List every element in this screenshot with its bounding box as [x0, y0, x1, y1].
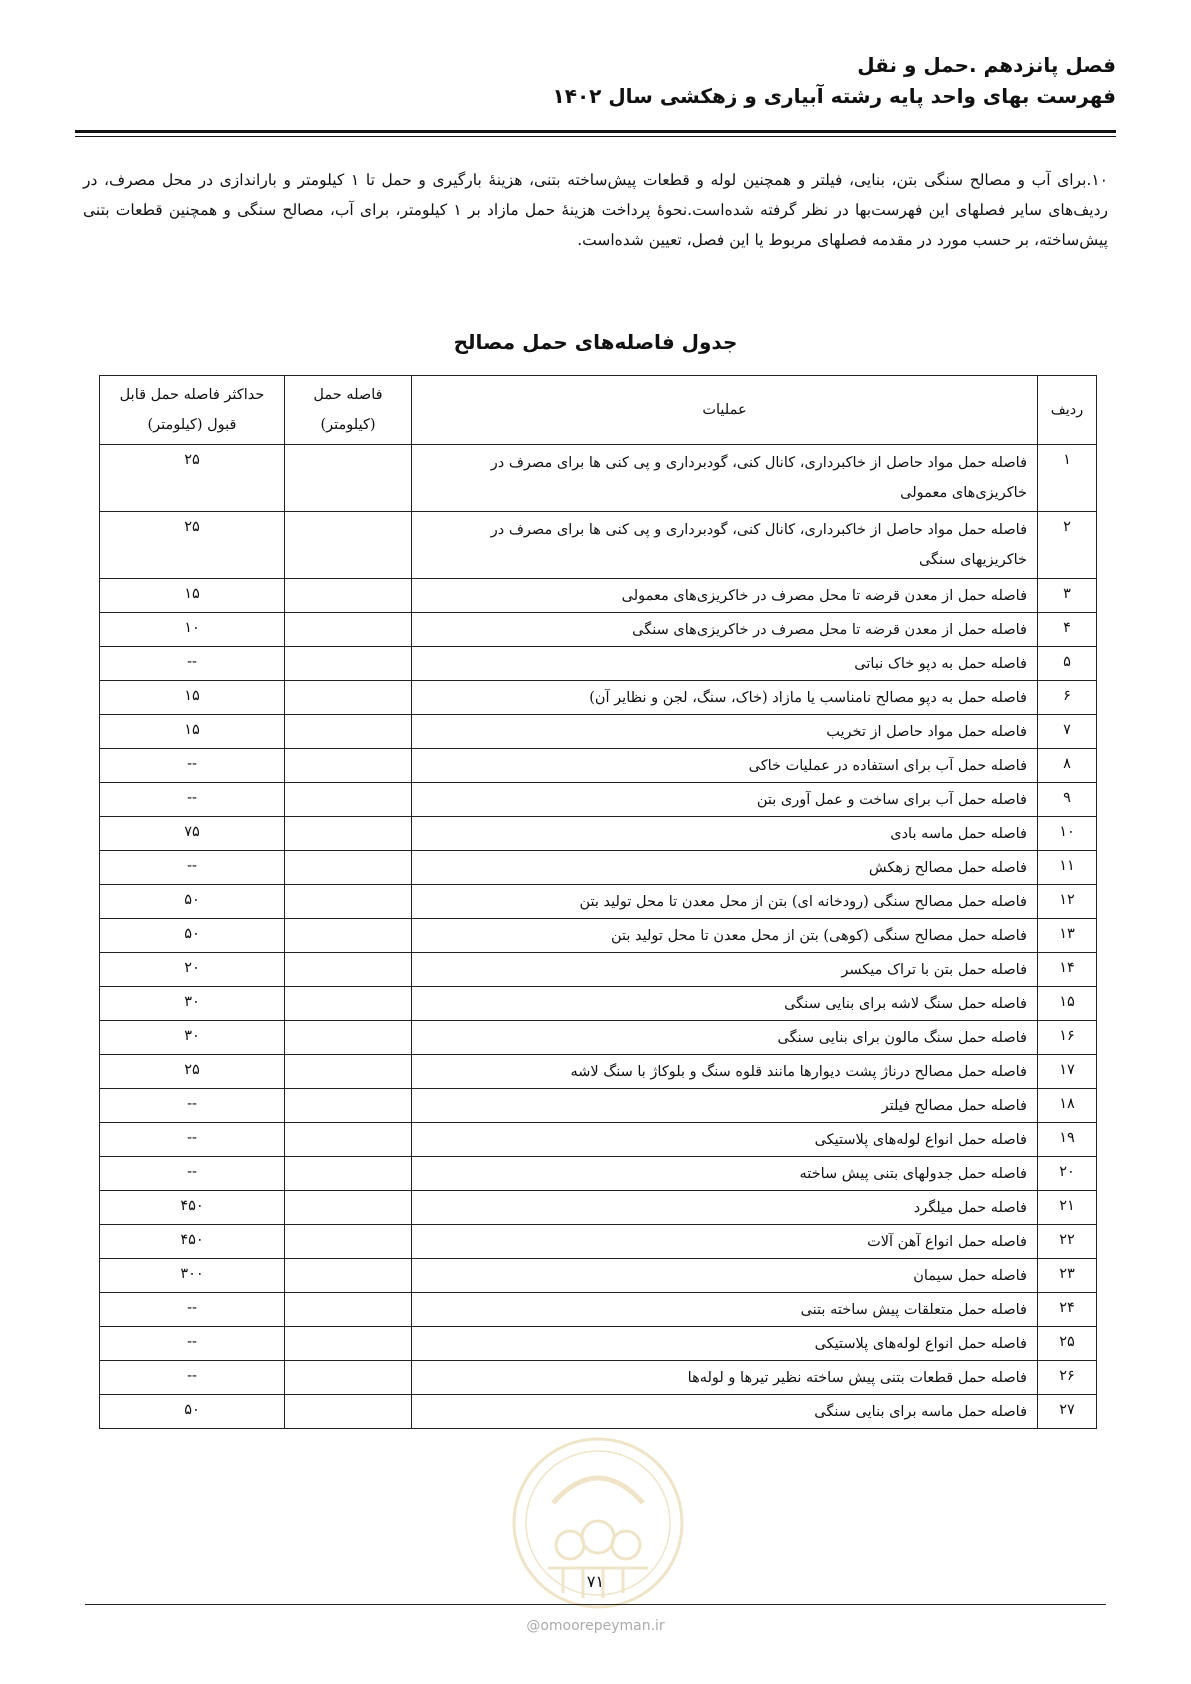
distance-cell	[285, 1157, 412, 1191]
table-row	[100, 647, 1097, 681]
distance-cell	[285, 1021, 412, 1055]
table-row	[100, 1361, 1097, 1395]
max-distance-cell: ۱۵	[100, 681, 285, 715]
distance-cell	[285, 445, 412, 512]
table-row	[100, 1225, 1097, 1259]
table-row	[100, 445, 1097, 512]
row-number-cell: ۲۳	[1038, 1259, 1097, 1293]
operation-cell: فاصله حمل سیمان	[412, 1259, 1038, 1293]
distance-cell	[285, 919, 412, 953]
distance-cell	[285, 749, 412, 783]
distance-cell	[285, 613, 412, 647]
operation-cell: فاصله حمل مصالح درناژ پشت دیوارها مانند قلوه سنگ و بلوکاژ با سنگ لاشه	[412, 1055, 1038, 1089]
operation-cell: فاصله حمل انواع لوله‌های پلاستیکی	[412, 1123, 1038, 1157]
chapter-title: فصل پانزدهم .حمل و نقل	[857, 53, 1116, 77]
max-distance-cell: ۱۵	[100, 715, 285, 749]
max-distance-cell: --	[100, 1157, 285, 1191]
table-header-row	[100, 376, 1097, 445]
distance-cell	[285, 1259, 412, 1293]
row-number-cell: ۲۵	[1038, 1327, 1097, 1361]
note-paragraph: ۱۰.برای آب و مصالح سنگی بتن، بنایی، فیلتر و همچنین لوله و قطعات پیش‌ساخته بتنی، هزینۀ بارگیری و حمل تا ۱ کیلومتر و باراندازی در محل مصرف، در ردیف‌های سایر فصلهای این فهرست‌بها در نظر گرفته شده‌است.نحوۀ پرداخت هزینۀ حمل مازاد بر ۱ کیلومتر، برای آب، مصالح سنگی و همچنین قطعات بتنی پیش‌ساخته، بر حسب مورد در مقدمه فصلهای مربوط یا این فصل، تعیین شده‌است.	[83, 171, 1109, 249]
row-number-cell: ۹	[1038, 783, 1097, 817]
operation-cell: فاصله حمل مواد حاصل از خاکبرداری، کانال کنی، گودبرداری و پی کنی ها برای مصرف در خاکریزی‌های معمولی	[412, 445, 1038, 512]
row-number-cell: ۱	[1038, 445, 1097, 512]
max-distance-cell: ۲۵	[100, 445, 285, 512]
header-operation: عملیات	[412, 376, 1038, 445]
row-number-cell: ۱۵	[1038, 987, 1097, 1021]
header-max-distance: حداکثر فاصله حمل قابل قبول (کیلومتر)	[100, 376, 285, 445]
table-row	[100, 953, 1097, 987]
table-row	[100, 919, 1097, 953]
table-row	[100, 715, 1097, 749]
operation-cell: فاصله حمل آب برای ساخت و عمل آوری بتن	[412, 783, 1038, 817]
row-number-cell: ۴	[1038, 613, 1097, 647]
row-number-cell: ۶	[1038, 681, 1097, 715]
max-distance-cell: ۲۰	[100, 953, 285, 987]
max-distance-cell: --	[100, 749, 285, 783]
table-row	[100, 1021, 1097, 1055]
table-row	[100, 512, 1097, 579]
operation-cell: فاصله حمل انواع آهن آلات	[412, 1225, 1038, 1259]
distance-cell	[285, 1293, 412, 1327]
max-distance-cell: ۳۰	[100, 1021, 285, 1055]
distance-cell	[285, 851, 412, 885]
distance-cell	[285, 1123, 412, 1157]
distance-cell	[285, 783, 412, 817]
row-number-cell: ۲۰	[1038, 1157, 1097, 1191]
distance-cell	[285, 715, 412, 749]
table-row	[100, 749, 1097, 783]
operation-cell: فاصله حمل قطعات بتنی پیش ساخته نظیر تیرها و لوله‌ها	[412, 1361, 1038, 1395]
table-row	[100, 885, 1097, 919]
table-row	[100, 1157, 1097, 1191]
distance-cell	[285, 987, 412, 1021]
table-row	[100, 613, 1097, 647]
max-distance-cell: ۴۵۰	[100, 1225, 285, 1259]
table-row	[100, 1123, 1097, 1157]
haul-distance-table	[99, 375, 1097, 1429]
distance-cell	[285, 885, 412, 919]
row-number-cell: ۸	[1038, 749, 1097, 783]
distance-cell	[285, 1089, 412, 1123]
row-number-cell: ۱۲	[1038, 885, 1097, 919]
row-number-cell: ۲۱	[1038, 1191, 1097, 1225]
operation-cell: فاصله حمل مواد حاصل از تخریب	[412, 715, 1038, 749]
header-rule-thin	[75, 136, 1116, 137]
table-row	[100, 1055, 1097, 1089]
row-number-cell: ۱۸	[1038, 1089, 1097, 1123]
operation-cell: فاصله حمل میلگرد	[412, 1191, 1038, 1225]
distance-cell	[285, 1361, 412, 1395]
operation-cell: فاصله حمل مواد حاصل از خاکبرداری، کانال کنی، گودبرداری و پی کنی ها برای مصرف در خاکریزیهای سنگی	[412, 512, 1038, 579]
max-distance-cell: ۵۰	[100, 885, 285, 919]
row-number-cell: ۷	[1038, 715, 1097, 749]
distance-cell	[285, 579, 412, 613]
operation-cell: فاصله حمل بتن با تراک میکسر	[412, 953, 1038, 987]
row-number-cell: ۱۱	[1038, 851, 1097, 885]
operation-cell: فاصله حمل مصالح زهکش	[412, 851, 1038, 885]
header-distance: فاصله حمل (کیلومتر)	[285, 376, 412, 445]
operation-cell: فاصله حمل به دپو خاک نباتی	[412, 647, 1038, 681]
table-row	[100, 1327, 1097, 1361]
max-distance-cell: --	[100, 1293, 285, 1327]
page-header	[75, 50, 1116, 112]
distance-cell	[285, 1191, 412, 1225]
operation-cell: فاصله حمل ماسه بادی	[412, 817, 1038, 851]
max-distance-cell: ۳۰۰	[100, 1259, 285, 1293]
distance-cell	[285, 1327, 412, 1361]
distance-cell	[285, 681, 412, 715]
operation-cell: فاصله حمل آب برای استفاده در عملیات خاکی	[412, 749, 1038, 783]
operation-cell: فاصله حمل انواع لوله‌های پلاستیکی	[412, 1327, 1038, 1361]
row-number-cell: ۳	[1038, 579, 1097, 613]
operation-cell: فاصله حمل سنگ لاشه برای بنایی سنگی	[412, 987, 1038, 1021]
distance-cell	[285, 1055, 412, 1089]
header-row-number: ردیف	[1038, 376, 1097, 445]
table-row	[100, 1293, 1097, 1327]
table-row	[100, 851, 1097, 885]
max-distance-cell: ۱۰	[100, 613, 285, 647]
distance-cell	[285, 953, 412, 987]
table-row	[100, 579, 1097, 613]
distance-cell	[285, 817, 412, 851]
max-distance-cell: ۵۰	[100, 1395, 285, 1429]
row-number-cell: ۱۷	[1038, 1055, 1097, 1089]
max-distance-cell: --	[100, 647, 285, 681]
header-rule-thick	[75, 130, 1116, 133]
operation-cell: فاصله حمل مصالح سنگی (رودخانه ای) بتن از محل معدن تا محل تولید بتن	[412, 885, 1038, 919]
table-row	[100, 817, 1097, 851]
operation-cell: فاصله حمل از معدن قرضه تا محل مصرف در خاکریزی‌های سنگی	[412, 613, 1038, 647]
operation-cell: فاصله حمل از معدن قرضه تا محل مصرف در خاکریزی‌های معمولی	[412, 579, 1038, 613]
table-row	[100, 1191, 1097, 1225]
operation-cell: فاصله حمل مصالح سنگی (کوهی) بتن از محل معدن تا محل تولید بتن	[412, 919, 1038, 953]
table-row	[100, 1259, 1097, 1293]
max-distance-cell: ۱۵	[100, 579, 285, 613]
row-number-cell: ۲	[1038, 512, 1097, 579]
operation-cell: فاصله حمل جدولهای بتنی پیش ساخته	[412, 1157, 1038, 1191]
table-title: جدول فاصله‌های حمل مصالح	[453, 330, 738, 354]
operation-cell: فاصله حمل سنگ مالون برای بنایی سنگی	[412, 1021, 1038, 1055]
table-row	[100, 1395, 1097, 1429]
page-number: ۷۱	[586, 1572, 605, 1591]
table-row	[100, 783, 1097, 817]
max-distance-cell: ۴۵۰	[100, 1191, 285, 1225]
row-number-cell: ۱۹	[1038, 1123, 1097, 1157]
operation-cell: فاصله حمل ماسه برای بنایی سنگی	[412, 1395, 1038, 1429]
max-distance-cell: --	[100, 851, 285, 885]
max-distance-cell: --	[100, 1327, 285, 1361]
table-row	[100, 681, 1097, 715]
document-title: فهرست بهای واحد پایه رشته آبیاری و زهکشی سال ۱۴۰۲	[552, 84, 1116, 108]
operation-cell: فاصله حمل به دپو مصالح نامناسب یا مازاد (خاک، سنگ، لجن و نظایر آن)	[412, 681, 1038, 715]
max-distance-cell: ۲۵	[100, 512, 285, 579]
max-distance-cell: --	[100, 1123, 285, 1157]
row-number-cell: ۱۰	[1038, 817, 1097, 851]
row-number-cell: ۱۶	[1038, 1021, 1097, 1055]
row-number-cell: ۵	[1038, 647, 1097, 681]
max-distance-cell: --	[100, 1089, 285, 1123]
max-distance-cell: ۳۰	[100, 987, 285, 1021]
max-distance-cell: ۷۵	[100, 817, 285, 851]
row-number-cell: ۲۴	[1038, 1293, 1097, 1327]
max-distance-cell: ۲۵	[100, 1055, 285, 1089]
max-distance-cell: --	[100, 1361, 285, 1395]
max-distance-cell: --	[100, 783, 285, 817]
max-distance-cell: ۵۰	[100, 919, 285, 953]
operation-cell: فاصله حمل متعلقات پیش ساخته بتنی	[412, 1293, 1038, 1327]
distance-cell	[285, 647, 412, 681]
row-number-cell: ۱۴	[1038, 953, 1097, 987]
distance-cell	[285, 512, 412, 579]
row-number-cell: ۲۲	[1038, 1225, 1097, 1259]
table-row	[100, 1089, 1097, 1123]
footer-rule	[85, 1604, 1106, 1605]
operation-cell: فاصله حمل مصالح فیلتر	[412, 1089, 1038, 1123]
row-number-cell: ۲۶	[1038, 1361, 1097, 1395]
row-number-cell: ۱۳	[1038, 919, 1097, 953]
website-watermark: @omoorepeyman.ir	[526, 1618, 665, 1634]
distance-cell	[285, 1395, 412, 1429]
row-number-cell: ۲۷	[1038, 1395, 1097, 1429]
table-row	[100, 987, 1097, 1021]
distance-cell	[285, 1225, 412, 1259]
